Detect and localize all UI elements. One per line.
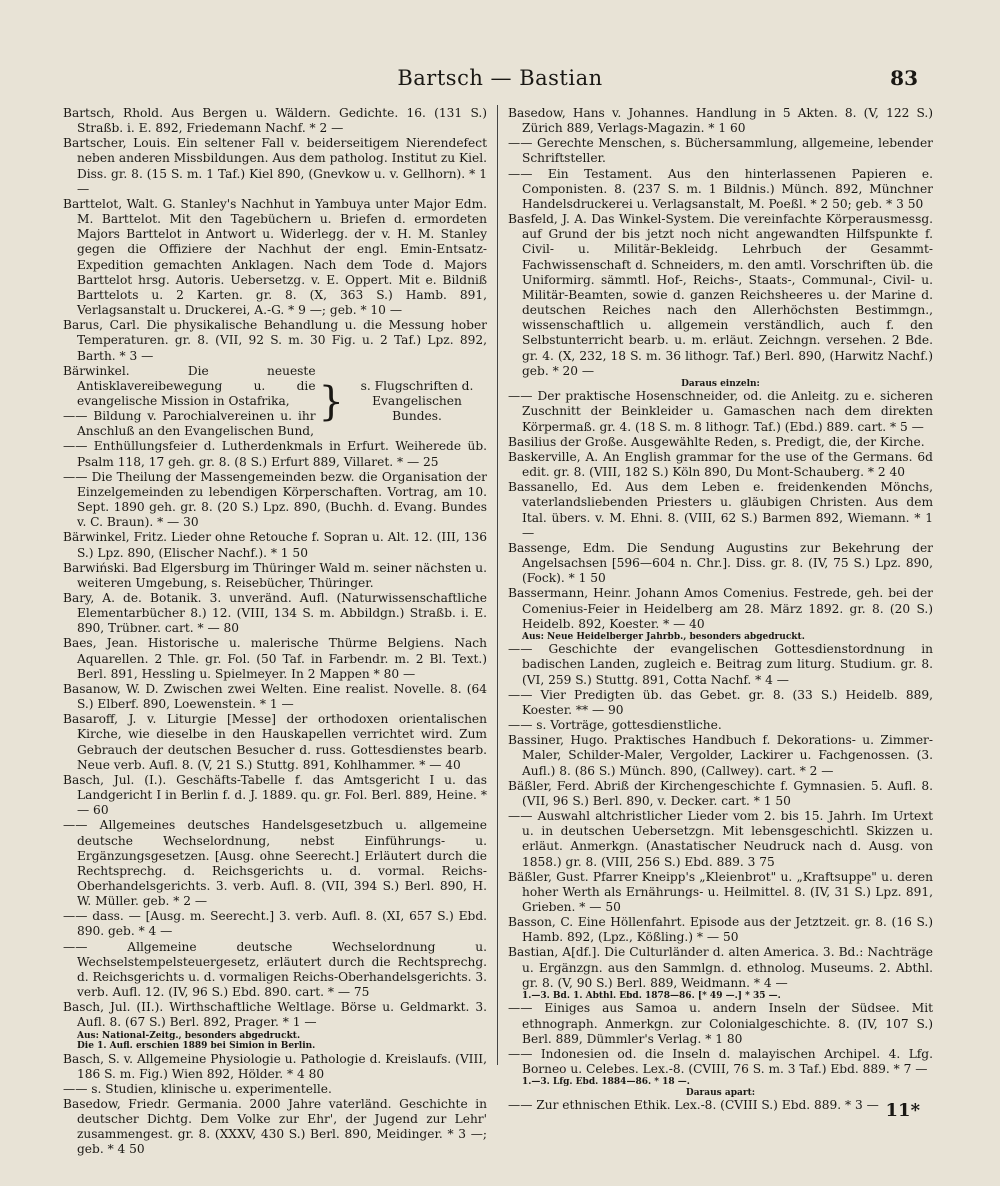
entry: Barus, Carl. Die physikalische Behandlung u. die Messung hober Temperaturen. gr. 8. (VII, 92 S. m. 30 Fig. u. 2 Taf.) Lpz. 892, Barth. * 3 — — [63, 318, 487, 363]
entry: Bassenge, Edm. Die Sendung Augustins zur Bekehrung der Angelsachsen [596—604 n. Chr.]. Diss. gr. 8. (IV, 75 S.) Lpz. 890, (Fock). * 1 50 — [508, 540, 933, 586]
entry: —— Die Theilung der Massengemeinden bezw. die Organisation der Einzelgemeinden zu lebendigen Körperschaften. Vortrag, am 10. Sept. 1890 geh. gr. 8. (20 S.) Lpz. 890, (Buchh. d. Evang. Bundes v. C. Braun). * — 30 — [63, 469, 487, 530]
entry: Bassermann, Heinr. Johann Amos Comenius. Festrede, geh. bei der Comenius-Feier in Heidelberg am 28. März 1892. gr. 8. (20 S.) Heidelb. 892, Koester. * — 40 — [508, 586, 933, 631]
entry: —— dass. — [Ausg. m. Seerecht.] 3. verb. Aufl. 8. (XI, 657 S.) Ebd. 890. geb. * 4 — — [63, 909, 487, 939]
entry: Barwiński. Bad Elgersburg im Thüringer Wald m. seiner nächsten u. weiteren Umgebung, s. Reisebücher, Thüringer. — [63, 560, 487, 590]
entry: Basch, Jul. (II.). Wirthschaftliche Weltlage. Börse u. Geldmarkt. 3. Aufl. 8. (67 S.) Berl. 892, Prager. * 1 — — [63, 1000, 487, 1030]
entry-note: Die 1. Aufl. erschien 1889 bei Simion in Berlin. — [77, 1041, 316, 1052]
entry-note: Aus: National-Zeitg., besonders abgedruckt. — [77, 1030, 301, 1041]
entry: —— Allgemeine deutsche Wechselordnung u. Wechselstempelsteuergesetz, erläutert durch die Rechtsprechg. d. Reichsgerichts u. d. vormaligen Reichs-Oberhandelsgerichts. 3. verb. Aufl. 12. (IV, 96 S.) Ebd. 890. cart. * — 75 — [63, 939, 487, 1000]
entry: —— s. Vorträge, gottesdienstliche. — [508, 718, 722, 733]
brace-reference: s. Flugschriften d. Evangelischen Bundes. — [360, 378, 474, 424]
entry: Barttelot, Walt. G. Stanley's Nachhut in Yambuya unter Major Edm. M. Barttelot. Mit den Tagebüchern u. Briefen d. ermordeten Majors Barttelot in Antwort u. Widerlegg. der v. H. M. Stanley gegen die Offiziere der Nachhut der engl. Emin-Entsatz-Expedition gemachten Anklagen. Nach dem Tode d. Majors Barttelot hrsg. Autoris. Uebersetzg. v. E. Oppert. Mit e. Bildniß Barttelots u. 2 Karten. gr. 8. (X, 363 S.) Hamb. 891, Verlagsanstalt u. Druckerei, A.-G. * 9 —; geb. * 10 — — [63, 196, 487, 318]
entry: —— Ein Testament. Aus den hinterlassenen Papieren e. Componisten. 8. (237 S. m. 1 Bildnis.) Münch. 892, Münchner Handelsdruckerei u. Verlagsanstalt, M. Poeßl. * 2 50; geb. * 3 50 — [508, 166, 933, 211]
entry: Basaroff, J. v. Liturgie [Messe] der orthodoxen orientalischen Kirche, wie dieselbe in den Hauskapellen verrichtet wird. Zum Gebrauch der deutschen Besucher d. russ. Gottesdienstes bearb. Neue verb. Aufl. 8. (V, 21 S.) Stuttg. 891, Kohlhammer. * — 40 — [63, 712, 487, 772]
brace-symbol: } — [318, 378, 344, 425]
entry: Basanow, W. D. Zwischen zwei Welten. Eine realist. Novelle. 8. (64 S.) Elberf. 890, Loewenstein. * 1 — — [63, 681, 487, 712]
entry: —— Geschichte der evangelischen Gottesdienstordnung in badischen Landen, zugleich e. Beitrag zum liturg. Studium. gr. 8. (VI, 259 S.) Stuttg. 891, Cotta Nachf. * 4 — — [508, 642, 933, 687]
entry: Basfeld, J. A. Das Winkel-System. Die vereinfachte Körperausmessg. auf Grund der bis jetzt noch nicht angewandten Hilfspunkte f. Civil- u. Militär-Bekleidg. Lehrbuch der Gesammt-Fachwissenschaft d. Schneiders, m. den amtl. Vorschriften üb. die Uniformirg. sämmtl. Hof-, Reichs-, Staats-, Communal-, Civil- u. Militär-Beamten, sowie d. ganzen Reichsheeres u. der Marine d. deutschen Reiches nach den Allerhöchsten Bestimmgn., wissenschaftlich u. allgemein verständlich, auch f. den Selbstunterricht bearb. u. m. erläut. Zeichngn. versehen. 2 Bde. gr. 4. (X, 232, 18 S. m. 36 lithogr. Taf.) Berl. 890, (Harwitz Nachf.) geb. * 20 — — [508, 212, 933, 378]
left-column — [63, 106, 487, 1158]
right-column — [508, 106, 933, 1113]
entry: —— Der praktische Hosenschneider, od. die Anleitg. zu e. sicheren Zuschnitt der Beinkleider u. Gamaschen nach dem direkten Körpermaß. gr. 4. (18 S. m. 8 lithogr. Taf.) (Ebd.) 889. cart. * 5 — — [508, 389, 933, 434]
entry: —— Indonesien od. die Inseln d. malayischen Archipel. 4. Lfg. Borneo u. Celebes. Lex.-8. (CVIII, 76 S. m. 3 Taf.) Ebd. 889. * 7 — — [508, 1046, 933, 1077]
entry-note: 1.—3. Lfg. Ebd. 1884—86. * 18 —. — [522, 1077, 690, 1088]
entry: Bary, A. de. Botanik. 3. unveränd. Aufl. (Naturwissenschaftliche Elementarbücher 8.) 12. (VIII, 134 S. m. Abbildgn.) Straßb. i. E. 890, Trübner. cart. * — 80 — [63, 591, 487, 636]
page-number: 83 — [890, 66, 918, 90]
entry: —— s. Studien, klinische u. experimentelle. — [63, 1081, 332, 1096]
entry: —— Vier Predigten üb. das Gebet. gr. 8. (33 S.) Heidelb. 889, Koester. ** — 90 — [508, 687, 933, 717]
column-divider — [497, 105, 498, 1065]
entry: Bartsch, Rhold. Aus Bergen u. Wäldern. Gedichte. 16. (131 S.) Straßb. i. E. 892, Friedemann Nachf. * 2 — — [63, 106, 487, 136]
signature-mark: 11* — [885, 1100, 920, 1121]
entry: Bärwinkel, Fritz. Lieder ohne Retouche f. Sopran u. Alt. 12. (III, 136 S.) Lpz. 890, (Elischer Nachf.). * 1 50 — [63, 530, 487, 560]
page-header — [60, 66, 940, 100]
entry: Bärwinkel. Die neueste Antisklavereibewegung u. die evangelische Mission in Ostafrika, — [63, 363, 316, 408]
entry: Basch, Jul. (I.). Geschäfts-Tabelle f. das Amtsgericht I u. das Landgericht I in Berlin f. d. J. 1889. qu. gr. Fol. Berl. 889, Heine. * — 60 — [63, 772, 487, 818]
entry: —— Auswahl altchristlicher Lieder vom 2. bis 15. Jahrh. Im Urtext u. in deutschen Uebersetzgn. Mit lebensgeschichtl. Skizzen u. erläut. Anmerkgn. (Anastatischer Neudruck nach d. Ausg. von 1858.) gr. 8. (VIII, 256 S.) Ebd. 889. 3 75 — [508, 809, 933, 869]
entry: Bäßler, Ferd. Abriß der Kirchengeschichte f. Gymnasien. 5. Aufl. 8. (VII, 96 S.) Berl. 890, v. Decker. cart. * 1 50 — [508, 778, 933, 808]
brace-group — [63, 364, 487, 440]
entry: —— Einiges aus Samoa u. andern Inseln der Südsee. Mit ethnograph. Anmerkgn. zur Colonialgeschichte. 8. (IV, 107 S.) Berl. 889, Dümmler's Verlag. * 1 80 — [508, 1001, 933, 1046]
entry: Bäßler, Gust. Pfarrer Kneipp's „Kleienbrot" u. „Kraftsuppe" u. deren hoher Werth als Ernährungs- u. Heilmittel. 8. (IV, 31 S.) Lpz. 891, Grieben. * — 50 — [508, 869, 933, 914]
entry: Basedow, Friedr. Germania. 2000 Jahre vaterländ. Geschichte in deutscher Dichtg. Dem Volke zur Ehr', der Jugend zur Lehr' zusammengest. gr. 8. (XXXV, 430 S.) Berl. 890, Meidinger. * 3 —; geb. * 4 50 — [63, 1097, 487, 1157]
entry: Baes, Jean. Historische u. malerische Thürme Belgiens. Nach Aquarellen. 2 Thle. gr. Fol. (50 Taf. in Farbendr. m. 2 Bl. Text.) Berl. 891, Hessling u. Spielmeyer. In 2 Mappen * 80 — — [63, 636, 487, 681]
entry: Bassiner, Hugo. Praktisches Handbuch f. Dekorations- u. Zimmer-Maler, Schilder-Maler, Vergolder, Lackirer u. Fachgenossen. (3. Aufl.) 8. (86 S.) Münch. 890, (Callwey). cart. * 2 — — [508, 733, 933, 778]
entry: —— Zur ethnischen Ethik. Lex.-8. (CVIII S.) Ebd. 889. * 3 — — [508, 1098, 879, 1113]
entry-note: 1.—3. Bd. 1. Abthl. Ebd. 1878—86. [* 49 —.] * 35 —. — [522, 990, 781, 1001]
entry: Baskerville, A. An English grammar for the use of the Germans. 6d edit. gr. 8. (VIII, 182 S.) Köln 890, Du Mont-Schauberg. * 2 40 — [508, 449, 933, 480]
entry: Basch, S. v. Allgemeine Physiologie u. Pathologie d. Kreislaufs. (VIII, 186 S. m. Fig.) Wien 892, Hölder. * 4 80 — [63, 1051, 487, 1081]
entry: —— Gerechte Menschen, s. Büchersammlung, allgemeine, lebender Schriftsteller. — [508, 136, 933, 166]
entry-note: Daraus apart: — [685, 1087, 756, 1098]
entry-note: Aus: Neue Heidelberger Jahrbb., besonders abgedruckt. — [522, 631, 805, 642]
entry: Basedow, Hans v. Johannes. Handlung in 5 Akten. 8. (V, 122 S.) Zürich 889, Verlags-Magazin. * 1 60 — [508, 106, 933, 136]
entry: Basson, C. Eine Höllenfahrt. Episode aus der Jetztzeit. gr. 8. (16 S.) Hamb. 892, (Lpz., Kößling.) * — 50 — [508, 915, 933, 945]
running-title: Bartsch — Bastian — [397, 66, 603, 90]
entry: Bartscher, Louis. Ein seltener Fall v. beiderseitigem Nierendefect neben anderen Missbildungen. Aus dem patholog. Institut zu Kiel. Diss. gr. 8. (15 S. m. 1 Taf.) Kiel 890, (Gnevkow u. v. Gellhorn). * 1 — — [63, 136, 487, 196]
entry-note: Daraus einzeln: — [681, 378, 760, 389]
entry: —— Allgemeines deutsches Handelsgesetzbuch u. allgemeine deutsche Wechselordnung, nebst Einführungs- u. Ergänzungsgesetzen. [Ausg. ohne Seerecht.] Erläutert durch die Rechtsprechg. d. Reichsgerichts u. d. vormal. Reichs-Oberhandelsgerichts. 3. verb. Aufl. 8. (VII, 394 S.) Berl. 890, H. W. Müller. geb. * 2 — — [63, 818, 487, 909]
entry: —— Enthüllungsfeier d. Lutherdenkmals in Erfurt. Weiherede üb. Psalm 118, 17 geh. gr. 8. (8 S.) Erfurt 889, Villaret. * — 25 — [63, 439, 487, 469]
entry: Bastian, A[df.]. Die Culturländer d. alten America. 3. Bd.: Nachträge u. Ergänzgn. aus den Sammlgn. d. ethnolog. Museums. 2. Abthl. gr. 8. (V, 90 S.) Berl. 889, Weidmann. * 4 — — [508, 945, 933, 990]
entry: Bassanello, Ed. Aus dem Leben e. freidenkenden Mönchs, vaterlandsliebenden Priesters u. gläubigen Christen. Aus dem Ital. übers. v. M. Ehni. 8. (VIII, 62 S.) Barmen 892, Wiemann. * 1 — — [508, 480, 933, 540]
entry: —— Bildung v. Parochialvereinen u. ihr Anschluß an den Evangelischen Bund, — [63, 409, 316, 439]
entry: Basilius der Große. Ausgewählte Reden, s. Predigt, die, der Kirche. — [508, 434, 925, 449]
